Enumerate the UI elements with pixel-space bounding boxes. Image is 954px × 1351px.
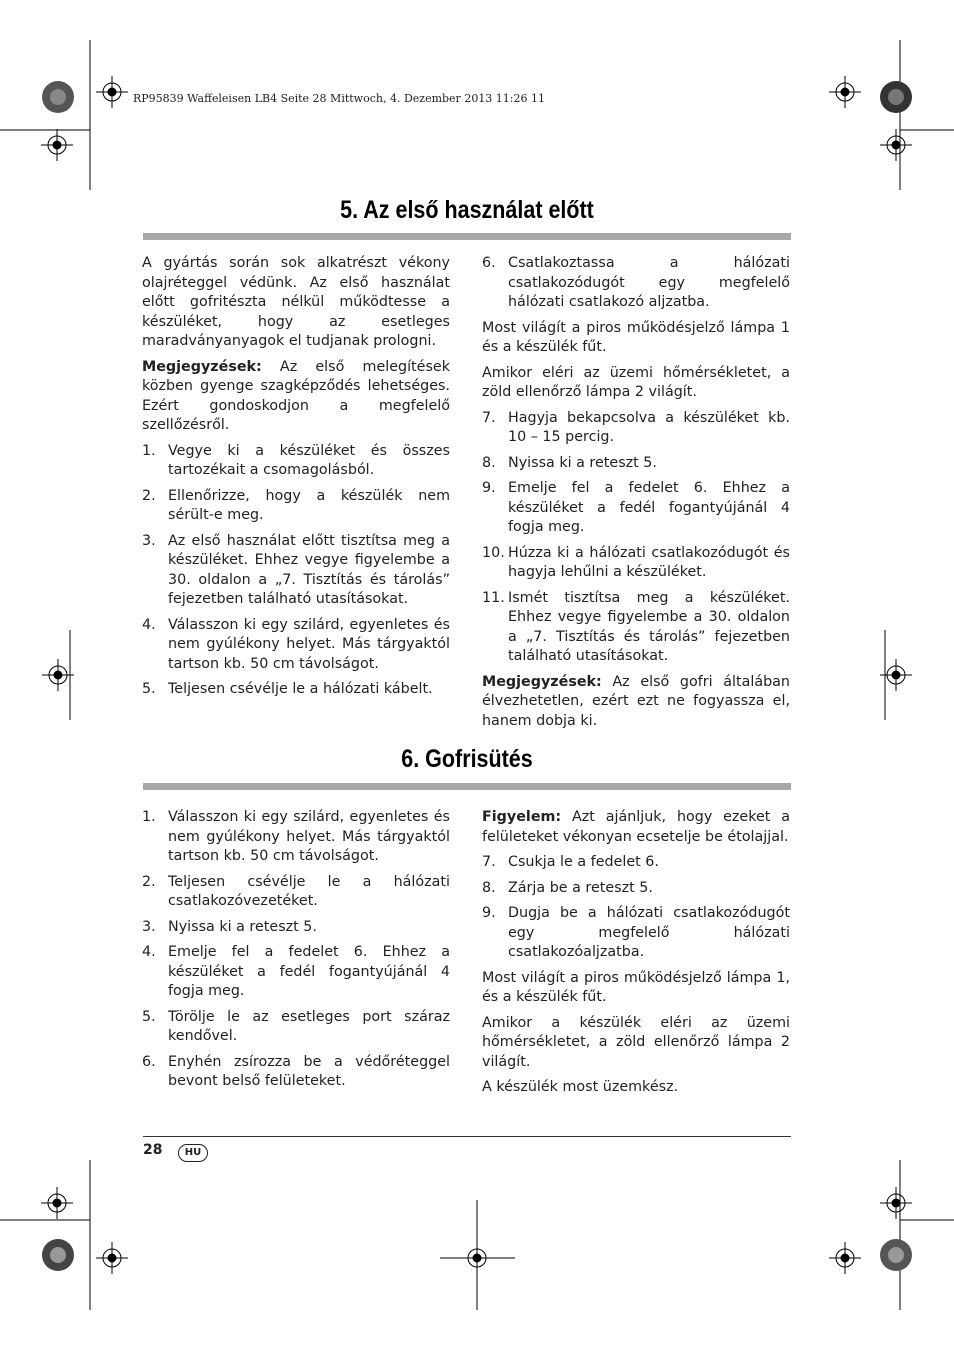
footer-rule	[143, 1136, 791, 1137]
list-item: 8. Nyissa ki a reteszt 5.	[482, 454, 657, 471]
sub-paragraph: Most világít a piros működésjelző lámpa 1 és a készülék fűt.	[482, 319, 790, 355]
list-item: 4. Emelje fel a fedelet 6. Ehhez a készüléket a fedél fogantyújánál 4 fogja meg.	[142, 944, 450, 999]
print-header: RP95839 Waffeleisen LB4 Seite 28 Mittwoch, 4. Dezember 2013 11:26 11	[133, 92, 546, 105]
section5-right-column	[482, 254, 790, 737]
sub-paragraph: Most világít a piros működésjelző lámpa 1, és a készülék fűt.	[482, 969, 790, 1005]
list-item: 1. Válasszon ki egy szilárd, egyenletes és nem gyúlékony helyet. Más tárgyaktól tartson kb. 50 cm távolságot.	[142, 809, 450, 864]
section5-left-column	[142, 254, 450, 706]
attention-label: Figyelem:	[482, 809, 562, 825]
intro-paragraph: A gyártás során sok alkatrészt vékony olajréteggel védünk. Az első használat előtt gofritészta nélkül működtesse a készüléket, hogy az esetleges maradványanyagok el tudjanak prologni.	[142, 255, 450, 349]
section-title-waffle-baking: 6. Gofrisütés	[401, 745, 533, 773]
list-item: 4. Válasszon ki egy szilárd, egyenletes és nem gyúlékony helyet. Más tárgyaktól tartson kb. 50 cm távolságot.	[142, 616, 450, 672]
list-item: 10. Húzza ki a hálózati csatlakozódugót és hagyja lehűlni a készüléket.	[482, 544, 790, 580]
section6-right-column	[482, 808, 790, 1104]
section-title-first-use: 5. Az első használat előtt	[340, 196, 594, 224]
list-item: 1. Vegye ki a készüléket és összes tartozékait a csomagolásból.	[142, 442, 450, 478]
list-item: 6. Enyhén zsírozza be a védőréteggel bevont belső felületeket.	[142, 1053, 450, 1089]
section-rule	[143, 233, 791, 240]
note-label: Megjegyzések:	[482, 673, 602, 690]
note-paragraph	[142, 358, 450, 436]
attention-text: Azt ajánljuk, hogy ezeket a felületeket vékonyan ecsetelje be étolajjal.	[482, 809, 790, 845]
note-text: Az első melegítések közben gyenge szagképződés lehetséges. Ezért gondoskodjon a megfelelő szellőzésről.	[142, 358, 450, 433]
list-item: 9. Emelje fel a fedelet 6. Ehhez a készüléket a fedél fogantyújánál 4 fogja meg.	[482, 480, 790, 535]
page-number: 28	[143, 1142, 163, 1158]
sub-paragraph: Amikor a készülék eléri az üzemi hőmérsékletet, a zöld ellenőrző lámpa 2 világít.	[482, 1014, 790, 1070]
note-label: Megjegyzések:	[142, 358, 262, 375]
sub-paragraph: A készülék most üzemkész.	[482, 1079, 679, 1095]
language-badge: HU	[178, 1144, 208, 1162]
list-item: 3. Nyissa ki a reteszt 5.	[142, 918, 317, 935]
attention-paragraph	[482, 808, 790, 847]
list-item: 2. Ellenőrizze, hogy a készülék nem sérült-e meg.	[142, 487, 450, 523]
list-item: 9. Dugja be a hálózati csatlakozódugót egy megfelelő hálózati csatlakozóaljzatba.	[482, 905, 790, 960]
list-item: 11. Ismét tisztítsa meg a készüléket. Ehhez vegye figyelembe a 30. oldalon a „7. Tisztítás és tárolás” fejezetben található utasításokat.	[482, 589, 790, 664]
list-item: 6. Csatlakoztassa a hálózati csatlakozódugót egy megfelelő hálózati csatlakozó aljzatba.	[482, 255, 790, 310]
list-item: 5. Teljesen csévélje le a hálózati kábelt.	[142, 681, 433, 697]
section6-left-column	[142, 808, 450, 1098]
note-text: Az első gofri általában élvezhetetlen, ezért ezt ne fogyassza el, hanem dobja ki.	[482, 673, 790, 729]
list-item: 5. Törölje le az esetleges port száraz kendővel.	[142, 1008, 450, 1044]
note-paragraph	[482, 673, 790, 732]
sub-paragraph: Amikor eléri az üzemi hőmérsékletet, a zöld ellenőrző lámpa 2 világít.	[482, 364, 790, 400]
list-item: 7. Csukja le a fedelet 6.	[482, 854, 659, 870]
list-item: 2. Teljesen csévélje le a hálózati csatlakozóvezetéket.	[142, 873, 450, 909]
section-rule	[143, 783, 791, 790]
list-item: 7. Hagyja bekapcsolva a készüléket kb. 10 – 15 percig.	[482, 409, 790, 445]
list-item: 3. Az első használat előtt tisztítsa meg a készüléket. Ehhez vegye figyelembe a 30. oldalon a „7. Tisztítás és tárolás” fejezetben található utasításokat.	[142, 532, 450, 607]
list-item: 8. Zárja be a reteszt 5.	[482, 879, 653, 896]
